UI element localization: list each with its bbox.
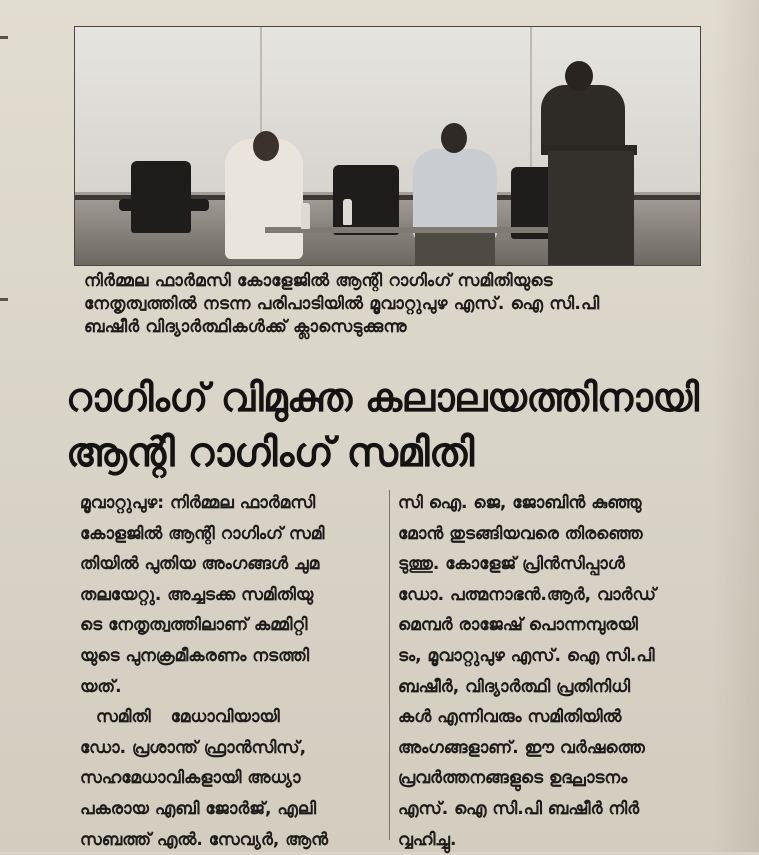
body-line: ബഷീർ, വിദ്യാർത്ഥി പ്രതിനിധി [398,676,631,697]
body-line: തലയേറ്റു. അച്ചടക്ക സമിതിയു [80,584,314,605]
body-line: ടുത്തു. കോളേജ് പ്രിൻസിപ്പാൾ [398,554,625,575]
headline-line: റാഗിംഗ് വിമുക്ത കലാലയത്തിനായി [66,376,699,421]
person-head [441,123,467,153]
water-bottle [301,203,310,229]
body-line: മൂവാറ്റുപുഴ: നിർമ്മല ഫാർമസി [80,493,316,513]
person-head [565,61,593,91]
body-line: പകരായ എബി ജോർജ്, എലി [80,798,317,819]
left-edge-mark [0,298,8,301]
body-line: പ്രവർത്തനങ്ങളുടെ ഉദ്ഘാടനം [398,768,628,789]
body-line: കോളജിൽ ആന്റി റാഗിംഗ് സമി [80,523,325,544]
headline-line: ആന്റി റാഗിംഗ് സമിതി [66,430,474,476]
headline [66,372,706,480]
body-line: മെമ്പർ രാജേഷ് പൊന്നമ്പുരയി [398,615,638,636]
column-divider [389,490,390,840]
body-line: ഡോ. പ്രശാന്ത് ഫ്രാൻസിസ്, [80,737,307,758]
chair-arms [119,199,209,211]
news-photo [74,26,701,266]
body-line: സമിതി മേധാവിയായി [96,707,280,728]
water-bottle [343,199,352,225]
seated-person-middle [413,149,497,239]
body-line: ഡോ. പത്മനാഭൻ.ആർ, വാർഡ് [398,584,656,605]
chair [131,161,191,233]
body-line: മോൻ തുടങ്ങിയവരെ തിരഞ്ഞെ [398,523,643,544]
wall-seam [530,27,532,187]
person-head [253,131,279,161]
body-line: സഹമേധാവികളായി അധ്യാ [80,768,301,789]
body-line: കൾ എന്നിവരും സമിതിയിൽ [398,707,622,728]
caption-line: ബഷീർ വിദ്യാർത്ഥികൾക്ക് ക്ലാസെടുക്കുന്നു [84,317,407,337]
caption-line: നേതൃത്വത്തിൽ നടന്ന പരിപാടിയിൽ മൂവാറ്റുപുഴ എസ്. ഐ സി.പി [84,294,600,314]
left-edge-mark [0,36,8,39]
body-line: സി ഐ. ജെ, ജോബിൻ കുഞ്ഞു [398,493,642,513]
stage-table [265,227,565,233]
body-line: ടെ നേതൃത്വത്തിലാണ് കമ്മിറ്റി [80,615,308,636]
article-column-left [80,488,382,855]
body-line: തിയിൽ പുതിയ അംഗങ്ങൾ ചുമ [80,554,320,575]
body-line: ടം, മൂവാറ്റുപുഴ എസ്. ഐ സി.പി [398,645,655,666]
podium [548,151,634,265]
body-line: എസ്. ഐ സി.പി ബഷീർ നിർ [398,798,640,819]
body-line: യുടെ പുനക്രമീകരണം നടത്തി [80,645,310,666]
body-line: അംഗങ്ങളാണ്. ഈ വർഷത്തെ [398,737,645,758]
body-line: വ്വഹിച്ചു. [398,829,457,850]
body-line: സബത്ത് എൽ. സേവ്യർ, ആൻ [80,829,328,850]
person-trousers [415,233,495,265]
caption-line: നിർമ്മല ഫാർമസി കോളേജിൽ ആന്റി റാഗിംഗ് സമിതിയുടെ [84,271,553,291]
body-line: യത്. [80,676,122,697]
photo-caption [84,270,704,339]
article-column-right [398,488,724,855]
